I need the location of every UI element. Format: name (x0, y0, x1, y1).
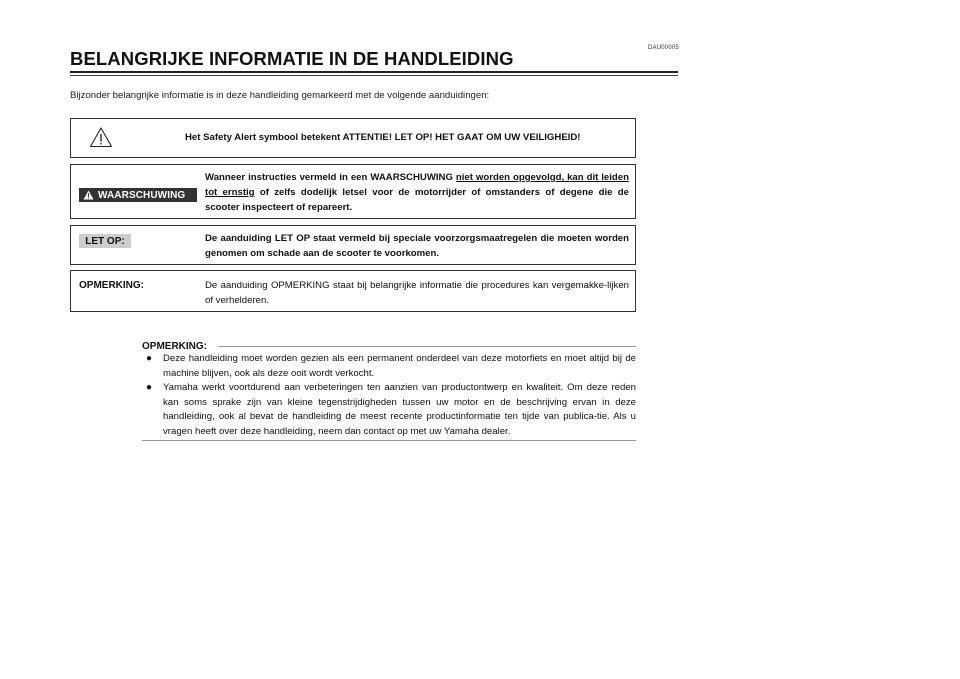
list-item (146, 381, 636, 439)
warning-box (70, 164, 636, 219)
title-rule-thin (70, 75, 678, 76)
list-item-text: Deze handleiding moet worden gezien als een permanent onderdeel van deze motorfiets en moet altijd bij de machine blijven, ook als deze ooit wordt verkocht. (163, 353, 636, 379)
warning-badge-label: WAARSCHUWING (98, 189, 186, 201)
bullet-icon: ● (146, 353, 153, 364)
title-rule-thick (70, 71, 678, 73)
warning-text-part: of zelfs dodelijk letsel voor de motorrijder of omstanders of degene die de scooter inspecteert of repareert. (205, 187, 629, 213)
warning-badge (79, 188, 197, 202)
warning-text (205, 170, 629, 215)
list-item (146, 352, 636, 381)
note-list (146, 352, 636, 440)
note-definition-box (70, 270, 636, 312)
note-definition-text: De aanduiding OPMERKING staat bij belangrijke informatie die procedures kan vergemakke-lijken of verhelderen. (205, 280, 629, 306)
note-definition-label: OPMERKING: (79, 280, 144, 291)
warning-text-part: Wanneer instructies vermeld in een WAARSCHUWING (205, 172, 456, 183)
document-code: DAU00005 (648, 45, 679, 51)
list-item-text: Yamaha werkt voortdurend aan verbeteringen ten aanzien van productontwerp en kwaliteit. Om deze reden kan soms sprake zijn van kleine tegenstrijdigheden tussen uw motor en de beschrijving ervan in deze handleiding, ook al bevat de handleiding de meest recente productinformatie ten tijde van publica-tie. Als u vragen heeft over deze handleiding, neem dan contact op met uw Yamaha dealer. (163, 382, 636, 437)
bullet-icon: ● (146, 382, 153, 394)
warning-triangle-icon (83, 190, 94, 200)
note-divider-bottom (142, 440, 636, 441)
warning-text-underlined: niet worden opgevolgd, kan dit leiden tot ernstig (205, 172, 629, 198)
safety-alert-box (70, 118, 636, 158)
safety-alert-triangle-icon (89, 126, 113, 148)
intro-text: Bijzonder belangrijke informatie is in deze handleiding gemarkeerd met de volgende aanduidingen: (70, 90, 490, 101)
caution-text: De aanduiding LET OP staat vermeld bij speciale voorzorgsmaatregelen die moeten worden genomen om schade aan de scooter te voorkomen. (205, 233, 629, 259)
caution-box (70, 225, 636, 265)
safety-alert-text: Het Safety Alert symbool betekent ATTENTIE! LET OP! HET GAAT OM UW VEILIGHEID! (185, 132, 581, 143)
caution-badge: LET OP: (79, 234, 131, 248)
page-title: BELANGRIJKE INFORMATIE IN DE HANDLEIDING (70, 48, 514, 69)
note-label: OPMERKING: (142, 341, 207, 352)
note-divider-top (218, 346, 636, 347)
